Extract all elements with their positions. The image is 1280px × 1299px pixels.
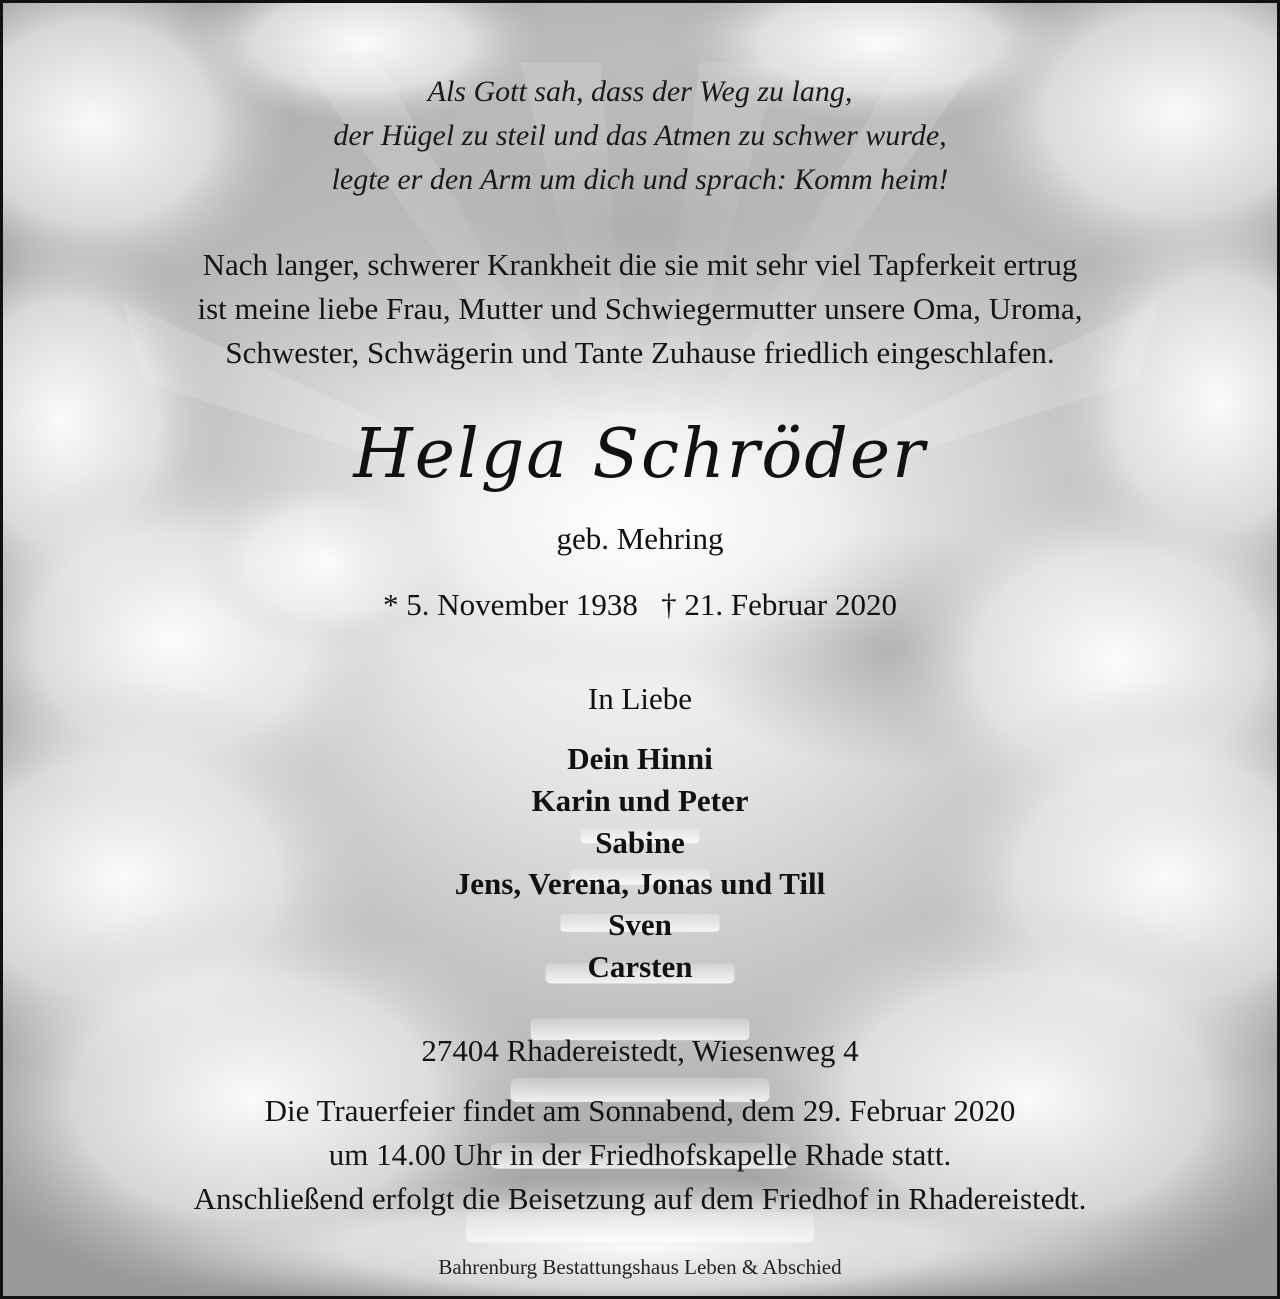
intro-line-3: Schwester, Schwägerin und Tante Zuhause friedlich eingeschlafen. [225, 335, 1055, 370]
funeral-line-3: Anschließend erfolgt die Beisetzung auf dem Friedhof in Rhadereistedt. [193, 1181, 1087, 1216]
intro-line-1: Nach langer, schwerer Krankheit die sie mit sehr viel Tapferkeit ertrug [202, 247, 1078, 282]
in-love-label: In Liebe [587, 681, 693, 716]
mourner: Carsten [587, 949, 693, 984]
verse-line-1: Als Gott sah, dass der Weg zu lang, [427, 75, 853, 108]
deceased-name: Helga Schröder [353, 415, 927, 494]
funeral-line-1: Die Trauerfeier findet am Sonnabend, dem 29. Februar 2020 [264, 1093, 1016, 1128]
life-dates: * 5. November 1938 † 21. Februar 2020 [383, 587, 897, 622]
funeral-line-2: um 14.00 Uhr in der Friedhofskapelle Rhade statt. [328, 1137, 952, 1172]
verse-line-3: legte er den Arm um dich und sprach: Komm heim! [331, 163, 949, 196]
mourner: Dein Hinni [567, 741, 713, 776]
funeral-home-credit: Bahrenburg Bestattungshaus Leben & Abschied [438, 1255, 842, 1279]
verse-line-2: der Hügel zu steil und das Atmen zu schwer wurde, [333, 119, 947, 152]
mourner: Jens, Verena, Jonas und Till [454, 866, 826, 901]
mourner: Sabine [595, 825, 685, 860]
mourner: Sven [608, 907, 672, 942]
intro-line-2: ist meine liebe Frau, Mutter und Schwiegermutter unsere Oma, Uroma, [197, 291, 1083, 326]
birth-name: geb. Mehring [556, 521, 724, 556]
address: 27404 Rhadereistedt, Wiesenweg 4 [421, 1033, 859, 1068]
mourner: Karin und Peter [531, 783, 749, 818]
